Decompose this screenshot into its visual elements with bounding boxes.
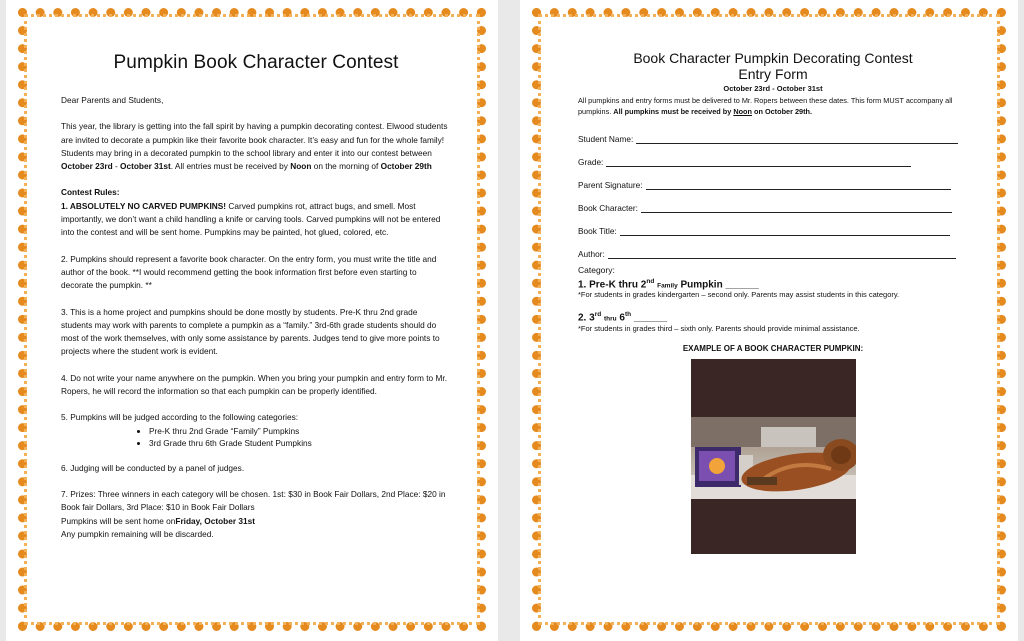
intro-paragraph: This year, the library is getting into the fall spirit by having a pumpkin decorating contest. Elwood students are invited to decorate a pumpkin like their favorite book character. It’s easy and fun for the whole family! Students may bring in a decorated pumpkin to the school library and enter it into our contest between October 23rd - October 31st. All entries must be received by Noon on the morning of October 29th bbox=[61, 121, 448, 172]
form-dates: October 23rd - October 31st bbox=[723, 84, 823, 93]
rule-7: 7. Prizes: Three winners in each category will be chosen. 1st: $30 in Book Fair Dollars, 2nd Place: $20 in Book fair Dollars, 3rd Place: $10 in Book Fair Dollars bbox=[61, 488, 446, 513]
author-field[interactable]: Author: bbox=[578, 236, 968, 259]
category-2: 2. 3rd thru 6th ______ bbox=[578, 311, 668, 324]
discard-line: Any pumpkin remaining will be discarded. bbox=[61, 528, 214, 539]
rule-5: 5. Pumpkins will be judged according to the following categories: bbox=[61, 412, 299, 423]
category-list bbox=[61, 425, 451, 449]
rule-2: 2. Pumpkins should represent a favorite book character. On the entry form, you must write the title and author of the book. **I would recommend getting the book information first before even starting to decorate the pumpkin. ** bbox=[61, 253, 437, 291]
category-item: • Pre-K thru 2nd Grade “Family” Pumpkins bbox=[149, 425, 451, 437]
page-title: Pumpkin Book Character Contest bbox=[113, 52, 399, 73]
book-character-field[interactable]: Book Character: bbox=[578, 190, 968, 213]
rule-6: 6. Judging will be conducted by a panel of judges. bbox=[61, 462, 245, 473]
sent-home-line: Pumpkins will be sent home onFriday, October 31st bbox=[61, 515, 255, 526]
page-right bbox=[520, 0, 1018, 641]
grade-field[interactable]: Grade: bbox=[578, 144, 968, 167]
category-2-note: *For students in grades third – sixth only. Parents should provide minimal assistance. bbox=[578, 323, 860, 333]
category-label: Category: bbox=[578, 265, 615, 275]
page-left bbox=[6, 0, 498, 641]
example-heading: EXAMPLE OF A BOOK CHARACTER PUMPKIN: bbox=[682, 343, 864, 353]
letter-content bbox=[61, 52, 451, 541]
category-1-note: *For students in grades kindergarten – second only. Parents may assist students in this category. bbox=[578, 290, 900, 300]
example-pumpkin-photo bbox=[691, 359, 856, 554]
parent-signature-field[interactable]: Parent Signature: bbox=[578, 167, 968, 190]
category-1: 1. Pre-K thru 2nd Family Pumpkin ______ bbox=[578, 278, 759, 291]
form-title: Book Character Pumpkin Decorating Contest Entry Form bbox=[633, 50, 913, 82]
rules-heading: Contest Rules: bbox=[61, 187, 120, 198]
entry-form bbox=[578, 50, 968, 554]
pumpkin-character-image bbox=[691, 417, 856, 499]
student-name-field[interactable]: Student Name: bbox=[578, 121, 968, 144]
greeting: Dear Parents and Students, bbox=[61, 95, 164, 105]
book-title-field[interactable]: Book Title: bbox=[578, 213, 968, 236]
rule-3: 3. This is a home project and pumpkins should be done mostly by students. Pre-K thru 2nd grade students may work with parents to complete a pumpkin as a “family.” 3rd-6th grade students should do most of the work themselves, with only some assistance by parents. Judges tend to give more points to projects where the student work is evident. bbox=[61, 306, 440, 357]
category-1-blank[interactable]: ______ bbox=[725, 279, 759, 291]
rule-1: 1. ABSOLUTELY NO CARVED PUMPKINS! Carved pumpkins rot, attract bugs, and smell. Most importantly, we don’t want a child handling a knife or carving tools. Carved pumpkins will not be entered into the contest and will be sent home. Pumpkins may be painted, hot glued, colored, etc. bbox=[61, 200, 441, 238]
category-2-blank[interactable]: ______ bbox=[633, 312, 668, 324]
rule-4: 4. Do not write your name anywhere on the pumpkin. When you bring your pumpkin and entry form to Mr. Ropers, he will record the information so that each pumpkin can be properly identified. bbox=[61, 372, 447, 397]
category-item: • 3rd Grade thru 6th Grade Student Pumpkins bbox=[149, 437, 451, 449]
form-notice: All pumpkins and entry forms must be delivered to Mr. Ropers between these dates. This form MUST accompany all pumpkins. All pumpkins must be received by Noon on October 29th. bbox=[578, 96, 953, 116]
